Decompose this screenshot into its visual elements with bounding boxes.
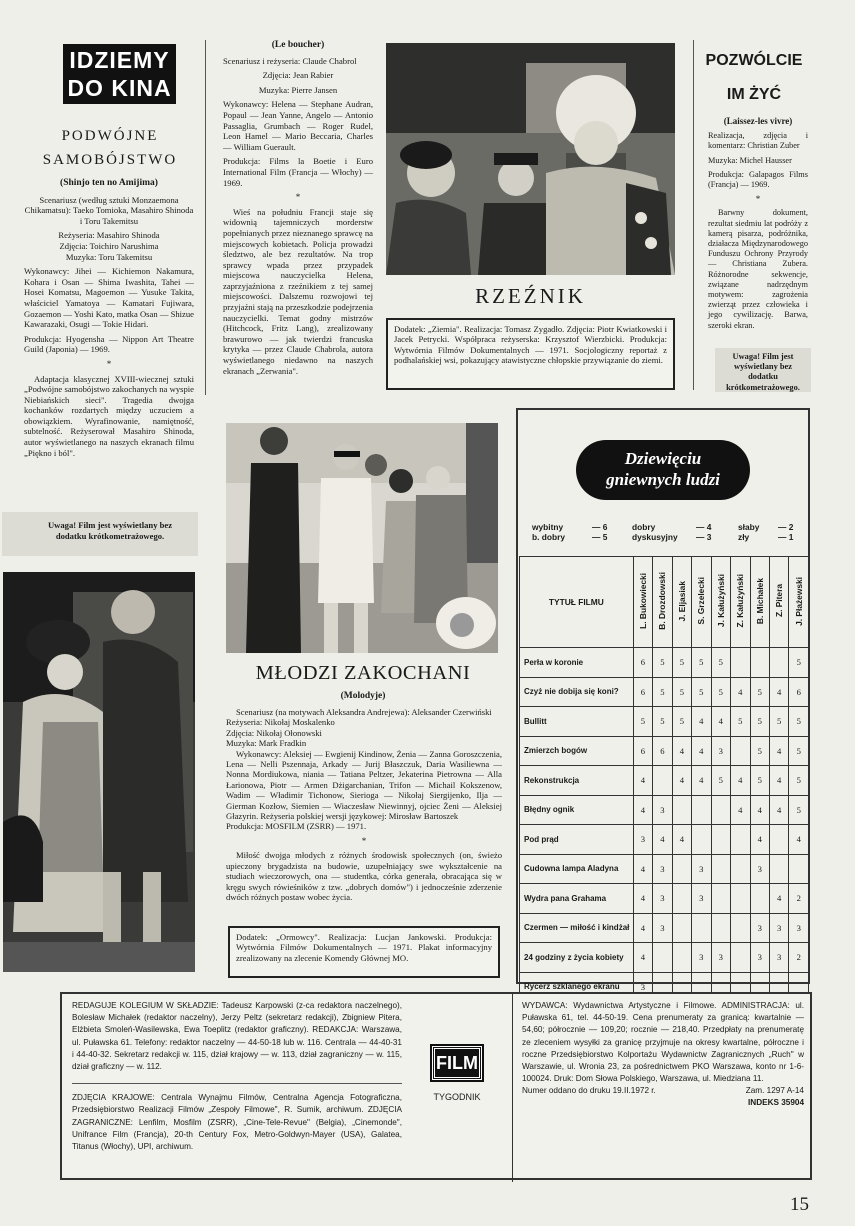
score-cell [731,736,750,766]
addon-box-mlodzi: Dodatek: „Ormowcy". Realizacja: Lucjan Jankowski. Produkcja: Wytwórnia Filmów Dokumentalnych — 1971. Plakat informacyjny zrealizowany na zlecenie Komendy Głównej MO. [228,926,500,978]
film-title-mlodzi: MŁODZI ZAKOCHANI [255,662,471,684]
score-cell: 5 [750,707,769,737]
table-row [520,677,809,707]
score-cell: 4 [750,795,769,825]
critic-header: Z. Pitera [769,557,788,648]
original-title-rzeznik: (Le boucher) [271,40,325,50]
table-row [520,854,809,884]
score-cell: 3 [711,736,730,766]
footer-box [60,992,812,1180]
critic-header: J. Eljasiak [672,557,691,648]
score-cell: 6 [653,736,672,766]
table-row [520,648,809,678]
score-cell: 4 [769,677,788,707]
score-cell [750,648,769,678]
section-header-line1: IDZIEMY [69,47,170,73]
score-cell: 5 [789,707,809,737]
review-text-pozwolcie: Barwny dokument, rezultat siedmiu lat podróży z kamerą pisarza, podróżnika, działacza Międzynarodowego Funduszu Ochrony Przyrody — Christiana Zubera. Różnorodne sekwencje, związane nadrzędnym motywem: zagrożenia zwierząt przez człowieka i jego cywilizację. Barwa, szeroki ekran. [708,208,808,330]
score-cell: 5 [672,648,691,678]
score-cell: 5 [731,707,750,737]
film-title-cell: Błędny ognik [520,795,634,825]
score-cell: 5 [789,766,809,796]
score-cell: 4 [789,825,809,855]
score-cell [672,943,691,973]
score-cell: 4 [731,677,750,707]
score-cell: 3 [750,913,769,943]
section-header-badge [63,44,176,104]
score-cell: 5 [711,766,730,796]
score-cell: 4 [633,913,652,943]
score-cell [731,913,750,943]
photo-podwojne-samobojstwo [3,572,195,972]
film-info-rzeznik: (Le boucher) Scenariusz i reżyseria: Claude Chabrol Zdjęcia: Jean Rabier Muzyka: Pierre Jansen Wykonawcy: Helena — Stephane Audran, Popaul — Jean Yanne, Angelo — Antonio Passaglia, Grumbach — Roger Rudel, Leon Hamel — Mario Beccaria, Charles — William Guerault. Produkcja: Films la Boetie i Euro International Film (Francja — Włochy) — 1969. * Wieś na południu Francji staje się widownią tajemniczych morderstw popełnianych przez nieznanego sprawcę na miejscowych kobietach. Policja prowadzi śledztwo, ale bez rezultatów. Na trop sprawcy wpada przez przypadek miejscowa nauczycielka Helena, zaprzyjaźniona z rzeźnikiem z tej samej miejscowości. Dalszemu rozwojowi tej przyjaźni stają na przeszkodzie podejrzenia nauczycielki. Temat godny mistrzów (Hitchcock, Fritz Lang), zrealizowany brawurowo — jak twierdzi francuska krytyka — przez Claude Chabrola, autora wyświetlanego niedawno na naszych ekranach „Zerwania". [223,40,373,376]
review-text-rzeznik: Wieś na południu Francji staje się widownią tajemniczych morderstw popełnianych przez nieznanego sprawcę na miejscowych kobietach. Policja prowadzi śledztwo, ale bez rezultatów. Na trop sprawcy wpada przez przypadek miejscowa nauczycielka Helena, zaprzyjaźniona z rzeźnikiem z tej samej miejscowości. Dalszemu rozwojowi tej przyjaźni stają na przeszkodzie podejrzenia nauczycielki. Temat godny mistrzów (Hitchcock, Fritz Lang), zrealizowany brawurowo — jak twierdzi francuska krytyka — przez Claude Chabrola, autora wyświetlanego niedawno na naszych ekranach „Zerwania". [223,206,373,376]
score-cell: 5 [653,707,672,737]
score-cell: 4 [692,736,711,766]
film-info-podwojne: (Shinjo ten no Amijima) Scenariusz (według sztuki Monzaemona Chikamatsu): Taeko Tomioka, Masahiro Shinoda i Toru Takemitsu Reżyseria: Masahiro Shinoda Zdjęcia: Toichiro Narushima Muzyka: Toru Takemitsu Wykonawcy: Jihei — Kichiemon Nakamura, Kohara i Osan — Shima Iwashita, Tahei — Hosei Komatsu, Magoemon — Yusuke Takita, właściciel Yamatoya — Kamatari Fujiwara, Gozaemon — Yoshi Kato, matka Osan — Shizue Kawarazaki, Osugi — Tokie Hidari. Produkcja: Hyogensha — Nippon Art Theatre Guild (Japonia) — 1969. * Adaptacja klasycznej XVIII-wiecznej sztuki „Podwójne samobójstwo zakochanych na wyspie Niebiańskich sieci". Tragedia dwojga kochanków rozdartych między uczuciem a obowiązkiem. Wyrafinowanie, namiętność, subtelność. Reżyserował Masahiro Shinoda, autor wyświetlanego na naszych ekranach filmu „Piękno i ból". [24,178,194,458]
score-cell: 4 [769,736,788,766]
score-cell: 5 [653,677,672,707]
score-cell: 5 [750,736,769,766]
score-cell [711,913,730,943]
score-cell [711,854,730,884]
score-cell [653,943,672,973]
note-box-col1: Uwaga! Film jest wyświetlany bez dodatku krótkometrażowego. [2,512,198,556]
score-cell [672,854,691,884]
score-cell [731,884,750,914]
score-cell [672,913,691,943]
score-cell: 3 [769,913,788,943]
score-cell: 5 [692,677,711,707]
footer-publisher: WYDAWCA: Wydawnictwa Artystyczne i Filmowe. ADMINISTRACJA: ul. Puławska 61, tel. 44-50-19. Cena prenumeraty za granicą: kwartalnie — 54,60; półrocznie — 109,20; rocznie — 218,40. Przedpłaty na prenumeratę ze zleceniem wysyłki za granicę przyjmuje na okresy kwartalne, półroczne i roczne Przedsiębiorstwo Kolportażu Wydawnictw Zagranicznych „Ruch" w Warszawie, ul. Wronia 23, za pośrednictwem PKO Warszawa, konto nr 1-6-100024. Druk: Dom Słowa Polskiego, Warszawa, ul. Miedziana 11. Numer oddano do druku 19.II.1972 r. Zam. 1297 A-14 INDEKS 35904 [522,1001,804,1108]
score-cell: 5 [692,648,711,678]
critic-header: L. Bukowiecki [633,557,652,648]
score-cell: 3 [769,943,788,973]
score-cell: 5 [633,707,652,737]
film-title-cell: Wydra pana Grahama [520,884,634,914]
score-cell: 3 [750,943,769,973]
score-cell: 3 [633,825,652,855]
table-row [520,766,809,796]
score-cell: 4 [750,825,769,855]
critic-header: B. Michałek [750,557,769,648]
score-cell: 4 [672,766,691,796]
film-title-cell: Zmierzch bogów [520,736,634,766]
footer-editorial: REDAGUJE KOLEGIUM W SKŁADZIE: Tadeusz Karpowski (z-ca redaktora naczelnego), Bolesław Michałek (redaktor naczelny), Jerzy Peltz (sekretarz redakcji), Zbigniew Pitera, Elżbieta Smoleń-Wasilewska, Ewa Toeplitz (redaktor graficzny). REDAKCJA: Warszawa, ul. Puławska 61. Telefony: redaktor naczelny — 44-50-18 lub w. 116. Centrala — 44-40-31 i 44-40-32. Sekretarz redakcji w. 115, dział krajowy — w. 113, dział zagraniczny — w. 115, dział graficzny — w. 112. ZDJĘCIA KRAJOWE: Centrala Wynajmu Filmów, Centralna Agencja Fotograficzna, Przedsiębiorstwo Realizacji Filmów „Zespoły Filmowe", R. Sumik, archiwum. ZDJĘCIA ZAGRANICZNE: Lenfilm, Mosfilm (ZSRR), „Cine-Tele-Revue" (Belgia), „Cinemonde", Unifrance Film (Francja), 20-th Century Fox, Metro-Goldwyn-Mayer (USA), Galatea, Titanus (Włochy), UPI, archiwum. [72,1001,402,1152]
score-cell: 4 [672,825,691,855]
film-title-cell: Czermen — miłość i kindżał [520,913,634,943]
table-row [520,884,809,914]
film-title-podwojne: PODWÓJNE SAMOBÓJSTWO [42,128,178,168]
score-cell: 4 [769,795,788,825]
score-cell: 3 [653,854,672,884]
score-cell: 4 [769,766,788,796]
score-cell [789,854,809,884]
critic-header: J. Płażewski [789,557,809,648]
score-cell: 4 [633,795,652,825]
score-cell: 2 [789,884,809,914]
film-title-cell: 24 godziny z życia kobiety [520,943,634,973]
score-cell [769,854,788,884]
score-cell: 3 [692,854,711,884]
table-row [520,943,809,973]
score-cell: 3 [750,854,769,884]
score-cell: 6 [633,736,652,766]
score-cell: 5 [672,677,691,707]
score-cell: 5 [789,648,809,678]
table-row [520,736,809,766]
film-title-cell: Cudowna lampa Aladyna [520,854,634,884]
score-cell [769,648,788,678]
page-number: 15 [790,1194,809,1215]
film-info-pozwolcie: (Laissez-les vivre) Realizacja, zdjęcia i komentarz: Christian Zuber Muzyka: Michel Hausser Produkcja: Galapagos Films (Francja) — 1969. * Barwny dokument, rezultat siedmiu lat podróży z kamerą pisarza, podróżnika, działacza Międzynarodowego Funduszu Ochrony Przyrody — Christiana Zubera. Różnorodne sekwencje, związane nadrzędnym motywem: zagrożenia zwierząt przez człowieka i jego cywilizację. Barwa, szeroki ekran. [708,116,808,330]
score-cell [769,825,788,855]
film-info-mlodzi: Scenariusz (na motywach Aleksandra Andrejewa): Aleksander Czerwiński Reżyseria: Nikołaj Moskalenko Zdjęcia: Nikołaj Ołonowski Muzyka: Mark Fradkin Wykonawcy: Aleksiej — Ewgienij Kindinow, Żenia — Zanna Goroszczenia, Lena — Nelli Pszennaja, Arkady — Jurij Błaszczuk, Daria Wasiliewna — Nonna Mordiukowa, niania — Tatiana Peltzer, Jekaterina Pietrowna — Alla Łarionowa, Piotr — Armen Dżigarchanian, Trifon — Michail Kokszenow, Wadim — Władimir Tichonow, Sieriogа — Nikołaj Siergijenko, Ilja — Gierman Kozłow, Siemien — Wiaczesław Niewinnyj, ojciec Żeni — Aleksiej Głazyrin. Reżyseria polskiej wersji językowej: Mirosław Bartoszek Produkcja: MOSFILM (ZSRR) — 1971. * Miłość dwojga młodych z różnych środowisk społecznych (on, świeżo upieczony brygadzista na budowie, uzupełniający swe wykształcenie na studiach wieczorowych, ona — studentka, córka generała, obracająca się w kręgu swych rówieśników z tzw. „dobrych domów") i jednocześnie zderzenie dwóch różnych postaw wobec życia. [226,707,502,902]
score-cell: 5 [789,795,809,825]
film-title-rzeznik: RZEŹNIK [475,284,586,308]
table-row [520,913,809,943]
review-text-mlodzi: Miłość dwojga młodych z różnych środowisk społecznych (on, świeżo upieczony brygadzista na budowie, uzupełniający swe wykształcenie na studiach wieczorowych, ona — studentka, córka generała, obracająca się w kręgu swych rówieśników z tzw. „dobrych domów") i jednocześnie zderzenie dwóch różnych postaw wobec życia. [226,850,502,902]
score-cell: 5 [789,736,809,766]
ratings-panel: Dziewięciu gniewnych ludzi wybitny — 6 b. dobry — 5 dobry — 4 dyskusyjny — 3 słaby — 2 zły — 1 TYTUŁ FILMU L. Bukowiecki B. Drozdowski J. Eljasiak S. Grzelecki J. Kałużyński Z. Kałużyński B. Michałek Z. Pitera J. Płażewski Perła w koronie 6 5 5 5 5 5 Czyż nie dobija się koni? 6 5 5 5 5 4 5 4 6 Bullitt 5 5 5 4 4 5 5 5 5 Zmierzch bogów 6 6 4 4 3 5 4 5 Rekonstrukcja 4 4 4 5 4 5 4 5 Błędny ognik 4 3 4 4 4 5 Pod prąd 3 4 4 4 4 Cudowna lampa Aladyna 4 3 3 3 Wydra pana Grahama 4 3 3 4 2 Czermen — miłość i kindżał 4 3 3 3 3 24 godziny z życia kobiety 4 3 3 3 3 2 Rycerz szklanego ekranu 3 [516,408,810,984]
score-cell [672,795,691,825]
score-cell: 5 [672,707,691,737]
critic-header: Z. Kałużyński [731,557,750,648]
score-cell: 5 [653,648,672,678]
score-cell: 3 [692,884,711,914]
score-cell [731,854,750,884]
score-cell: 6 [633,677,652,707]
score-cell: 5 [750,677,769,707]
score-cell: 3 [711,943,730,973]
ratings-table [519,556,809,1002]
score-cell: 5 [750,766,769,796]
ratings-logo: Dziewięciu gniewnych ludzi [576,440,750,500]
review-text: Adaptacja klasycznej XVIII-wiecznej sztuki „Podwójne samobójstwo zakochanych na wyspie Niebiańskich sieci". Tragedia dwojga kochanków rozdartych między uczuciem a obowiązkiem. Wyrafinowanie, namiętność, subtelność. Reżyserował Masahiro Shinoda, autor wyświetlanego na naszych ekranach filmu „Piękno i ból". [24,373,194,458]
score-cell [672,884,691,914]
score-cell: 3 [633,972,652,1002]
score-cell: 4 [672,736,691,766]
note-box-col4: Uwaga! Film jest wyświetlany bez dodatku krótkometrażowego. [715,348,811,392]
score-cell: 6 [633,648,652,678]
film-title-cell: Rycerz szklanego ekranu [520,972,634,1002]
score-cell: 3 [692,943,711,973]
score-cell: 5 [711,677,730,707]
table-row [520,795,809,825]
table-row [520,825,809,855]
score-cell [692,825,711,855]
score-cell: 2 [789,943,809,973]
photo-rzeznik [386,43,675,275]
film-title-cell: Pod prąd [520,825,634,855]
score-cell: 4 [692,766,711,796]
film-logo: FILM TYGODNIK [432,1046,482,1102]
original-title: (Shinjo ten no Amijima) [60,178,158,188]
score-cell: 4 [633,884,652,914]
score-cell: 5 [769,707,788,737]
section-header-line2: DO KINA [67,75,172,101]
score-cell: 4 [731,795,750,825]
addon-box-rzeznik: Dodatek: „Ziemia". Realizacja: Tomasz Zygadło. Zdjęcia: Piotr Kwiatkowski i Jacek Petrycki. Współpraca reżyserska: Krzysztof Wierzbicki. Produkcja: Wytwórnia Filmów Dokumentalnych — 1971. Socjologiczny reportaż z podhalańskiej wsi, pokazujący atawistyczne chłopskie przywiązanie do ziemi. [386,318,675,390]
original-title-mlodzi: (Molodyje) [340,691,386,701]
score-cell [750,884,769,914]
score-cell: 3 [789,913,809,943]
photo-mlodzi-zakochani [226,423,498,653]
table-row [520,707,809,737]
score-cell [731,648,750,678]
film-title-cell: Czyż nie dobija się koni? [520,677,634,707]
score-cell: 3 [653,795,672,825]
film-column-header: TYTUŁ FILMU [520,557,634,648]
film-title-cell: Bullitt [520,707,634,737]
critic-header: S. Grzelecki [692,557,711,648]
score-cell [653,766,672,796]
score-cell: 4 [731,766,750,796]
score-cell: 6 [789,677,809,707]
score-cell: 3 [653,913,672,943]
score-cell: 4 [692,707,711,737]
score-cell [711,884,730,914]
film-title-pozwolcie: POZWÓLCIE IM ŻYĆ [705,52,803,103]
score-cell [711,795,730,825]
film-title-cell: Perła w koronie [520,648,634,678]
score-cell: 4 [711,707,730,737]
score-cell [731,825,750,855]
score-cell [711,825,730,855]
score-cell: 4 [769,884,788,914]
score-cell: 3 [653,884,672,914]
score-cell: 4 [653,825,672,855]
score-cell [692,795,711,825]
score-cell: 5 [711,648,730,678]
score-cell: 4 [633,766,652,796]
critic-header: J. Kałużyński [711,557,730,648]
score-cell [692,913,711,943]
critic-header: B. Drozdowski [653,557,672,648]
score-cell [731,943,750,973]
score-cell: 4 [633,854,652,884]
film-title-cell: Rekonstrukcja [520,766,634,796]
score-cell: 4 [633,943,652,973]
